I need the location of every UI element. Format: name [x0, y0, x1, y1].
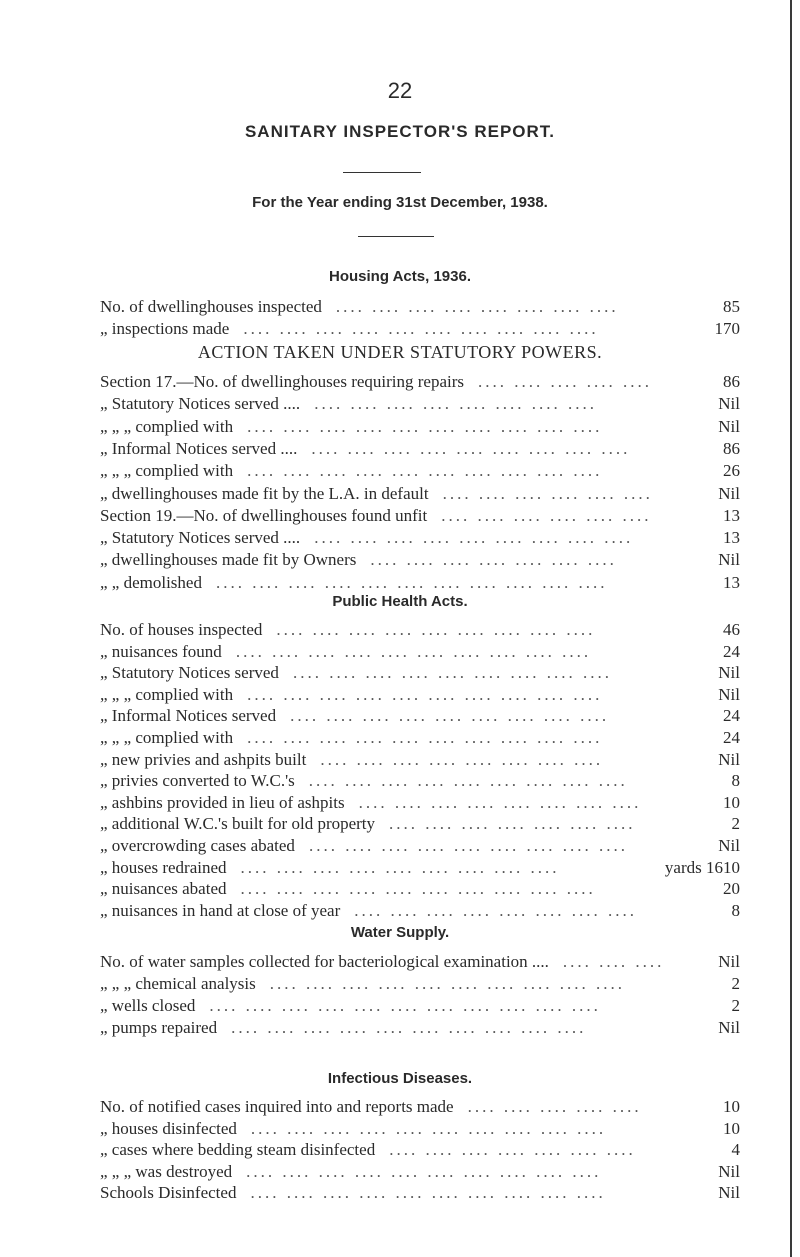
list-item	[100, 1140, 740, 1160]
list-item	[100, 484, 740, 504]
item-value: yards 1610	[664, 857, 740, 877]
item-label: „ privies converted to W.C.'s	[100, 771, 295, 791]
item-label: „ „ „ complied with	[100, 416, 234, 436]
housing-heading: Housing Acts, 1936.	[329, 268, 471, 285]
dot-leader: .... .... .... .... .... .... .... .... .... .... ....	[215, 572, 608, 592]
item-label: „ Statutory Notices served	[100, 663, 279, 683]
item-label: „ ashbins provided in lieu of ashpits	[100, 792, 345, 812]
item-label: „ „ „ complied with	[100, 684, 234, 704]
item-value: 46	[723, 620, 740, 639]
list-item	[100, 996, 740, 1016]
dot-leader: .... .... .... .... .... .... .... .... .... ....	[231, 1018, 587, 1037]
item-value: 86	[723, 372, 740, 391]
list-item	[100, 728, 740, 748]
item-value: Nil	[718, 394, 740, 414]
item-label: No. of water samples collected for bacteriological examination ....	[100, 952, 549, 971]
list-item	[100, 879, 740, 899]
water-supply-heading: Water Supply.	[350, 924, 450, 941]
item-value: 2	[731, 814, 740, 834]
dot-leader: .... .... .... .... .... .... .... .... .... ....	[240, 879, 596, 899]
item-label: Section 17.—No. of dwellinghouses requiring repairs	[100, 372, 465, 391]
list-item	[100, 1162, 740, 1182]
dot-leader: .... .... .... .... .... .... .... .... .... ....	[247, 461, 603, 481]
item-label: „ Statutory Notices served ....	[100, 394, 301, 414]
dot-leader: .... .... .... .... .... .... .... .... .... ....	[243, 318, 599, 338]
list-item	[100, 620, 740, 640]
list-item	[100, 793, 740, 813]
item-label: „ new privies and ashpits built	[100, 749, 307, 769]
item-value: Nil	[718, 1161, 740, 1181]
item-label: „ nuisances found	[100, 641, 222, 661]
dot-leader: .... .... .... .... .... .... .... .... ....	[276, 620, 596, 639]
item-label: „ „ „ complied with	[100, 461, 234, 481]
dot-leader: .... .... .... .... .... .... .... .... ....	[314, 528, 634, 548]
dot-leader: .... .... .... .... .... ....	[442, 483, 653, 503]
action-heading: ACTION TAKEN UNDER STATUTORY POWERS.	[197, 342, 603, 362]
item-value: Nil	[718, 749, 740, 769]
dot-leader: .... .... .... .... .... .... .... .... .... ....	[247, 728, 603, 747]
list-item	[100, 642, 740, 662]
item-value: 10	[723, 792, 740, 812]
dot-leader: .... .... ....	[562, 952, 665, 971]
item-value: Nil	[718, 952, 740, 971]
item-value: 2	[731, 996, 740, 1015]
dot-leader: .... .... .... .... .... ....	[441, 505, 652, 525]
item-label: „ „ „ complied with	[100, 728, 234, 747]
list-item	[100, 319, 740, 339]
dot-leader: .... .... .... .... .... .... .... .... ....	[292, 663, 612, 683]
dot-leader: .... .... .... .... .... .... .... .... .... ....	[235, 641, 592, 661]
item-label: „ nuisances in hand at close of year	[100, 900, 341, 920]
report-title: SANITARY INSPECTOR'S REPORT.	[244, 122, 556, 141]
item-label: „ overcrowding cases abated	[100, 836, 295, 855]
item-value: Nil	[718, 1183, 740, 1202]
dot-leader: .... .... .... .... .... .... .... .... .... ....	[246, 1161, 602, 1181]
item-value: 4	[731, 1140, 740, 1159]
divider-rule	[358, 236, 434, 237]
dot-leader: .... .... .... .... .... .... .... ....	[335, 297, 619, 316]
item-value: 24	[723, 641, 740, 661]
item-label: No. of notified cases inquired into and reports made	[100, 1097, 454, 1116]
list-item	[100, 1018, 740, 1038]
item-label: „ dwellinghouses made fit by Owners	[100, 550, 357, 570]
item-label: „ houses disinfected	[100, 1118, 237, 1138]
item-label: „ pumps repaired	[100, 1018, 218, 1037]
dot-leader: .... .... .... .... ....	[467, 1097, 642, 1116]
item-label: Section 19.—No. of dwellinghouses found unfit	[100, 505, 428, 525]
list-item	[100, 372, 740, 392]
item-label: No. of houses inspected	[100, 620, 263, 639]
list-item	[100, 461, 740, 481]
item-value: 13	[723, 528, 740, 548]
item-label: Schools Disinfected	[100, 1183, 237, 1202]
list-item	[100, 550, 740, 570]
dot-leader: .... .... .... .... .... .... .... .... .... .... ....	[209, 996, 601, 1015]
item-value: Nil	[718, 663, 740, 683]
list-item	[100, 528, 740, 548]
item-value: Nil	[718, 836, 740, 855]
list-item	[100, 750, 740, 770]
list-item	[100, 1097, 740, 1117]
report-year: For the Year ending 31st December, 1938.	[252, 194, 548, 211]
item-value: Nil	[718, 684, 740, 704]
list-item	[100, 836, 740, 856]
list-item	[100, 771, 740, 791]
item-value: 86	[723, 438, 740, 458]
item-value: 85	[723, 297, 740, 316]
item-value: 13	[723, 505, 740, 525]
dot-leader: .... .... .... .... .... .... .... .... ....	[311, 438, 631, 458]
item-value: 10	[723, 1097, 740, 1116]
list-item	[100, 858, 740, 878]
item-label: „ „ „ chemical analysis	[100, 974, 256, 993]
item-value: 24	[723, 728, 740, 747]
dot-leader: .... .... .... .... .... .... .... .... ....	[290, 706, 610, 726]
item-label: „ wells closed	[100, 996, 196, 1015]
item-label: „ Informal Notices served	[100, 706, 277, 726]
item-label: „ cases where bedding steam disinfected	[100, 1140, 376, 1159]
dot-leader: .... .... .... .... .... .... .... .... .... ....	[269, 974, 626, 993]
list-item	[100, 1183, 740, 1203]
dot-leader: .... .... .... .... .... .... .... .... ....	[308, 771, 628, 791]
dot-leader: .... .... .... .... .... .... .... .... .... ....	[250, 1118, 607, 1138]
dot-leader: .... .... .... .... .... .... .... ....	[358, 792, 642, 812]
infectious-diseases-heading: Infectious Diseases.	[327, 1070, 473, 1087]
item-value: 8	[731, 771, 740, 791]
list-item	[100, 901, 740, 921]
dot-leader: .... .... .... .... .... .... .... ....	[320, 749, 604, 769]
item-label: „ houses redrained	[100, 857, 227, 877]
page-number: 22	[387, 78, 413, 103]
dot-leader: .... .... .... .... .... .... .... .... ....	[240, 857, 560, 877]
dot-leader: .... .... .... .... .... .... .... .... .... ....	[247, 416, 603, 436]
item-value: 13	[723, 572, 740, 592]
item-value: Nil	[718, 416, 740, 436]
item-label: „ Statutory Notices served ....	[100, 528, 301, 548]
item-value: 24	[723, 706, 740, 726]
item-label: „ „ „ was destroyed	[100, 1161, 233, 1181]
item-value: 10	[723, 1118, 740, 1138]
item-label: „ nuisances abated	[100, 879, 227, 899]
page-edge-rule	[790, 0, 792, 1257]
item-label: „ „ demolished	[100, 572, 202, 592]
dot-leader: .... .... .... .... .... .... .... .... ....	[308, 836, 628, 855]
list-item	[100, 439, 740, 459]
divider-rule	[343, 172, 421, 173]
dot-leader: .... .... .... .... .... .... .... .... .... ....	[250, 1183, 606, 1202]
list-item	[100, 974, 740, 994]
dot-leader: .... .... .... .... .... .... ....	[389, 1140, 636, 1159]
item-value: 26	[723, 461, 740, 481]
item-value: 2	[731, 974, 740, 993]
list-item	[100, 663, 740, 683]
item-label: „ inspections made	[100, 318, 230, 338]
list-item	[100, 417, 740, 437]
dot-leader: .... .... .... .... .... .... ....	[389, 814, 636, 834]
dot-leader: .... .... .... .... .... .... .... ....	[354, 900, 638, 920]
list-item	[100, 706, 740, 726]
item-value: Nil	[718, 483, 740, 503]
dot-leader: .... .... .... .... .... .... ....	[370, 550, 617, 570]
item-value: 8	[731, 900, 740, 920]
list-item	[100, 394, 740, 414]
list-item	[100, 573, 740, 593]
item-label: „ additional W.C.'s built for old property	[100, 814, 376, 834]
list-item	[100, 685, 740, 705]
dot-leader: .... .... .... .... ....	[478, 372, 653, 391]
item-value: 20	[723, 879, 740, 899]
dot-leader: .... .... .... .... .... .... .... ....	[314, 394, 597, 414]
item-value: 170	[714, 318, 740, 338]
dot-leader: .... .... .... .... .... .... .... .... .... ....	[247, 684, 603, 704]
list-item	[100, 952, 740, 972]
item-label: „ Informal Notices served ....	[100, 438, 298, 458]
item-value: Nil	[718, 1018, 740, 1037]
item-label: „ dwellinghouses made fit by the L.A. in default	[100, 483, 429, 503]
list-item	[100, 506, 740, 526]
list-item	[100, 297, 740, 317]
item-value: Nil	[718, 550, 740, 570]
list-item	[100, 814, 740, 834]
list-item	[100, 1119, 740, 1139]
public-health-heading: Public Health Acts.	[332, 593, 468, 610]
item-label: No. of dwellinghouses inspected	[100, 297, 322, 316]
